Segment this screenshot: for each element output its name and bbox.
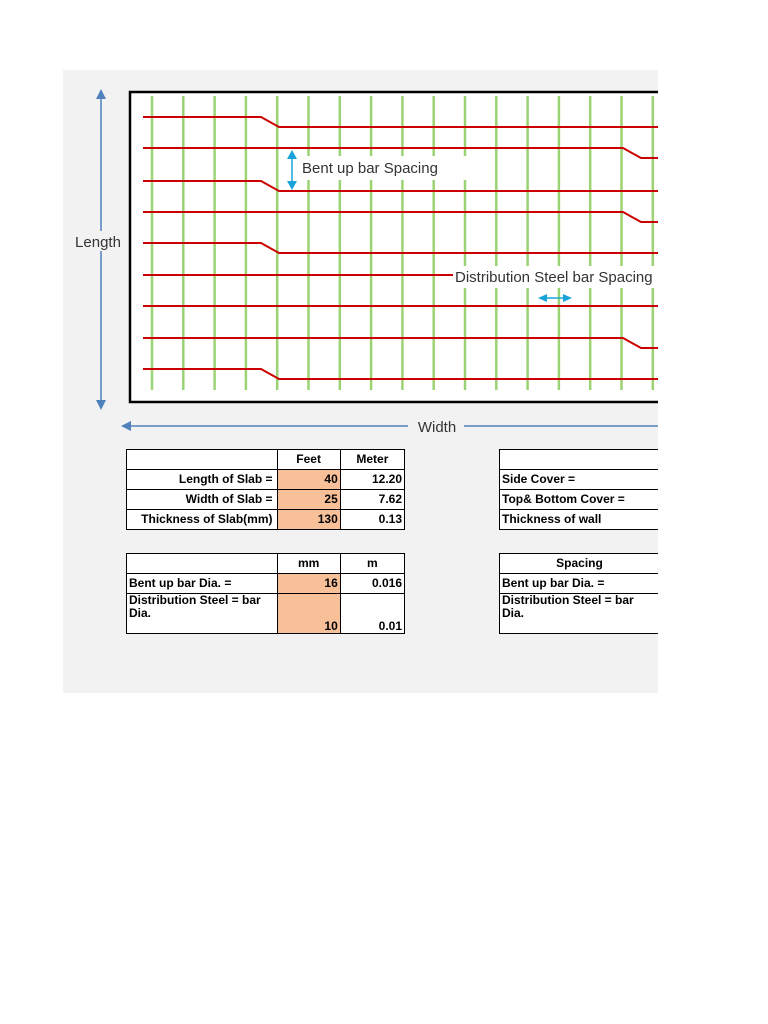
length-meter-value: 12.20 <box>340 470 404 490</box>
width-meter-value: 7.62 <box>340 490 404 510</box>
thickness-mm-input[interactable]: 130 <box>277 510 340 530</box>
header-feet: Feet <box>277 450 340 470</box>
distribution-bar-dia-label: Distribution Steel = bar Dia. <box>127 594 278 634</box>
table-header-row <box>500 450 659 470</box>
distribution-bar-m-value: 0.01 <box>340 594 404 634</box>
table-row <box>500 594 659 634</box>
header-m: m <box>340 554 404 574</box>
table-row <box>127 594 405 634</box>
length-arrow-up-icon <box>96 89 106 99</box>
bent-up-bar-mm-input[interactable]: 16 <box>277 574 340 594</box>
thickness-of-wall-label: Thickness of wall <box>500 510 659 530</box>
spacing-table <box>499 553 658 634</box>
table-row <box>127 470 405 490</box>
header-mm: mm <box>277 554 340 574</box>
bent-up-bar-dia-label: Bent up bar Dia. = <box>127 574 278 594</box>
table-row <box>127 510 405 530</box>
length-of-slab-label: Length of Slab = <box>127 470 278 490</box>
bent-up-bar-m-value: 0.016 <box>340 574 404 594</box>
header-cell <box>127 554 278 574</box>
width-of-slab-label: Width of Slab = <box>127 490 278 510</box>
width-feet-input[interactable]: 25 <box>277 490 340 510</box>
table-row <box>127 574 405 594</box>
bent-up-spacing-row-label: Bent up bar Dia. = <box>500 574 659 594</box>
width-arrow-left-icon <box>121 421 131 431</box>
distribution-bar-mm-input[interactable]: 10 <box>277 594 340 634</box>
cover-header-cell <box>500 450 659 470</box>
width-label: Width <box>417 419 457 436</box>
table-header-row <box>127 554 405 574</box>
slab-frame <box>130 92 658 402</box>
thickness-of-slab-label: Thickness of Slab(mm) <box>127 510 278 530</box>
worksheet-area <box>63 70 658 693</box>
table-row <box>500 490 659 510</box>
slab-reinforcement-diagram <box>63 70 658 442</box>
header-meter: Meter <box>340 450 404 470</box>
cover-table <box>499 449 658 530</box>
top-bottom-cover-label: Top& Bottom Cover = <box>500 490 659 510</box>
distribution-spacing-label: Distribution Steel bar Spacing <box>455 269 653 286</box>
bar-diameter-table <box>126 553 405 634</box>
side-cover-label: Side Cover = <box>500 470 659 490</box>
length-arrow-down-icon <box>96 400 106 410</box>
distribution-spacing-row-label: Distribution Steel = bar Dia. <box>500 594 659 634</box>
table-header-row <box>127 450 405 470</box>
spacing-header: Spacing <box>500 554 659 574</box>
table-row <box>500 510 659 530</box>
table-header-row <box>500 554 659 574</box>
table-row <box>127 490 405 510</box>
thickness-meter-value: 0.13 <box>340 510 404 530</box>
bent-up-spacing-label: Bent up bar Spacing <box>302 160 438 177</box>
length-feet-input[interactable]: 40 <box>277 470 340 490</box>
slab-dimensions-table <box>126 449 405 530</box>
header-cell <box>127 450 278 470</box>
table-row <box>500 470 659 490</box>
length-label: Length <box>75 234 121 251</box>
table-row <box>500 574 659 594</box>
